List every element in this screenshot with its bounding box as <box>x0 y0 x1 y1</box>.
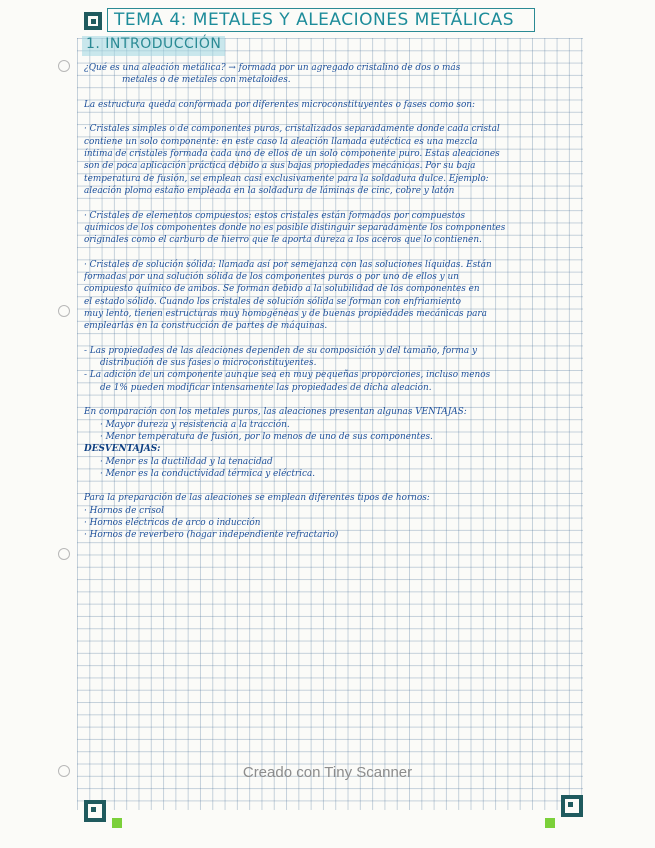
green-accent-left-icon <box>112 818 122 828</box>
text-line: · Cristales de elementos compuestos: estos cristales están formados por compuestos <box>84 210 466 221</box>
text-line: íntima de cristales formada cada uno de ellos de un solo componente puro. Estas aleaciones <box>84 149 500 160</box>
text-line: son de poca aplicación práctica debido a sus bajas propiedades mecánicas. Por su baja <box>84 161 476 172</box>
text-line: · Hornos eléctricos de arco o inducción <box>84 517 261 528</box>
punch-hole-icon <box>58 60 70 72</box>
text-line: contiene un solo componente: en este caso la aleación llamada eutéctica es una mezcla <box>84 136 478 147</box>
text-line: · Cristales de solución sólida: llamada así por semejanza con las soluciones líquidas. Están <box>84 259 492 270</box>
text-line: - La adición de un componente aunque sea en muy pequeñas proporciones, incluso menos <box>84 370 491 381</box>
text-line: compuesto químico de ambos. Se forman debido a la solubilidad de los componentes en <box>84 284 480 295</box>
text-line: Para la preparación de las aleaciones se emplean diferentes tipos de hornos: <box>84 493 430 504</box>
punch-hole-icon <box>58 548 70 560</box>
left-margin <box>0 0 77 848</box>
text-line: de 1% pueden modificar intensamente las propiedades de dicha aleación. <box>100 382 432 393</box>
text-line: metales o de metales con metaloides. <box>122 75 291 86</box>
text-line: - Las propiedades de las aleaciones dependen de su composición y del tamaño, forma y <box>84 345 477 356</box>
text-line: · Hornos de reverbero (hogar independiente refractario) <box>84 530 339 541</box>
text-line: ¿Qué es una aleación metálica? → formada por un agregado cristalino de dos o más <box>84 63 461 73</box>
text-line: · Menor es la ductilidad y la tenacidad <box>100 456 273 467</box>
text-line: distribución de sus fases o microconstituyentes. <box>100 358 317 369</box>
text-line: muy lento, tienen estructuras muy homogéneas y de buenas propiedades mecánicas para <box>84 308 487 319</box>
corner-marker-bottom-left-icon <box>84 800 106 822</box>
text-line: La estructura queda conformada por diferentes microconstituyentes o fases como son: <box>84 99 476 110</box>
notes-body <box>84 62 580 542</box>
text-line: · Menor temperatura de fusión, por lo menos de uno de sus componentes. <box>100 431 433 442</box>
text-line: el estado sólido. Cuando los cristales de solución sólida se forman con enfriamiento <box>84 296 461 307</box>
text-line: DESVENTAJAS: <box>84 444 161 455</box>
text-line: formadas por una solución sólida de los componentes puros o por uno de ellos y un <box>84 272 459 283</box>
green-accent-right-icon <box>545 818 555 828</box>
text-line: · Menor es la conductividad térmica y eléctrica. <box>100 468 316 479</box>
punch-hole-icon <box>58 305 70 317</box>
text-line: · Cristales simples o de componentes puros, cristalizados separadamente donde cada cristal <box>84 124 500 135</box>
text-line: químicos de los componentes donde no es posible distinguir separadamente los componentes <box>84 222 506 233</box>
text-line: temperatura de fusión, se emplean casi exclusivamente para la soldadura dulce. Ejemplo: <box>84 173 489 184</box>
right-margin <box>583 0 655 848</box>
text-line: · Mayor dureza y resistencia a la tracción. <box>100 419 290 430</box>
text-line: originales como el carburo de hierro que le aporta dureza a los aceros que lo contienen. <box>84 235 482 246</box>
text-line: En comparación con los metales puros, las aleaciones presentan algunas VENTAJAS: <box>84 407 467 418</box>
corner-marker-bottom-right-icon <box>561 795 583 817</box>
text-line: emplearlas en la construcción de partes de máquinas. <box>84 321 328 332</box>
scanner-watermark: Creado con Tiny Scanner <box>242 764 413 781</box>
text-line: · Hornos de crisol <box>84 505 164 516</box>
section-heading: 1. INTRODUCCIÓN <box>82 36 225 56</box>
corner-marker-top-left-icon <box>84 12 102 30</box>
text-line: aleación plomo estaño empleada en la soldadura de láminas de cinc, cobre y latón <box>84 185 455 196</box>
page-title: TEMA 4: METALES Y ALEACIONES METÁLICAS <box>107 8 535 32</box>
